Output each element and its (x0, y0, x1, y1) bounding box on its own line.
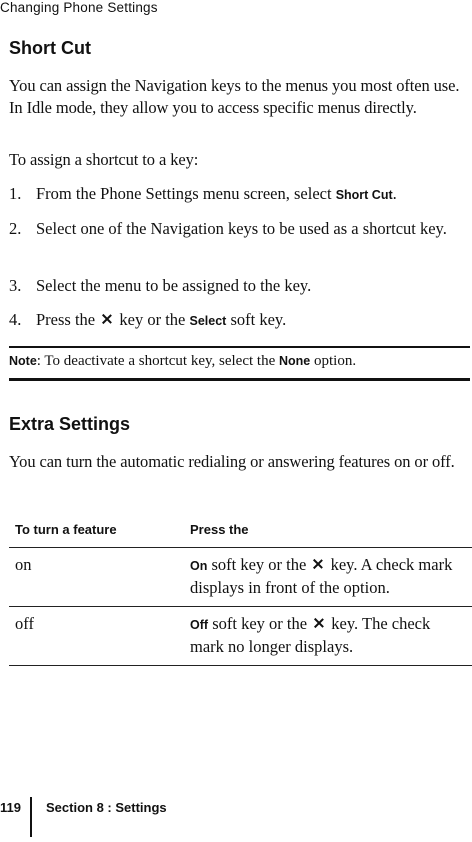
select-keyword: Select (189, 314, 227, 328)
cancel-key-icon (312, 558, 324, 570)
step-text-end: soft key. (226, 310, 287, 329)
note (9, 352, 470, 370)
menu-keyword: Short Cut (335, 188, 393, 202)
table-header-press: Press the (190, 522, 249, 537)
step-number: 4. (9, 310, 22, 329)
table-cell-feature-on: on (15, 555, 32, 574)
on-keyword: On (190, 559, 208, 573)
table-divider (9, 606, 472, 607)
page-number: 119 (0, 800, 21, 815)
cancel-key-icon (101, 313, 113, 325)
short-cut-lead: To assign a shortcut to a key: (9, 150, 199, 169)
table-divider (9, 547, 472, 548)
table-cell-press-on (190, 554, 465, 599)
cell-text: soft key or the (207, 555, 311, 574)
none-keyword: None (278, 354, 311, 368)
off-keyword: Off (190, 618, 209, 632)
table-cell-press-off (190, 613, 465, 658)
note-text-end: option. (310, 353, 357, 369)
step-text: From the Phone Settings menu screen, select (36, 184, 336, 203)
step-text: Press the (36, 310, 100, 329)
footer-bar (30, 797, 32, 837)
note-bottom-rule (9, 378, 470, 381)
section-label: Section 8 : Settings (46, 800, 167, 815)
short-cut-heading: Short Cut (9, 38, 91, 58)
step-number: 3. (9, 276, 22, 295)
cell-text: soft key or the (208, 614, 312, 633)
step-text-end: . (392, 184, 397, 203)
step-text: Select the menu to be assigned to the key. (36, 276, 312, 295)
extra-settings-heading: Extra Settings (9, 414, 131, 434)
table-divider (9, 665, 472, 666)
note-top-rule (9, 346, 470, 348)
step-text-mid: key or the (115, 310, 190, 329)
step-number: 1. (9, 184, 22, 203)
note-label: Note (9, 354, 37, 368)
cell-text-end: key. The check mark no longer displays. (190, 614, 431, 656)
running-header: Changing Phone Settings (0, 0, 158, 15)
cancel-key-icon (313, 617, 325, 629)
table-header-feature: To turn a feature (15, 522, 117, 537)
short-cut-intro: You can assign the Navigation keys to the menus you most often use. In Idle mode, they allow you to access specific menus directly. (9, 76, 460, 117)
note-text: : To deactivate a shortcut key, select the (36, 353, 279, 369)
step-text: Select one of the Navigation keys to be used as a shortcut key. (36, 219, 447, 238)
table-cell-feature-off: off (15, 614, 34, 633)
step-number: 2. (9, 219, 22, 238)
extra-settings-intro: You can turn the automatic redialing or answering features on or off. (9, 452, 455, 471)
cell-text-end: key. A check mark displays in front of the option. (190, 555, 453, 597)
